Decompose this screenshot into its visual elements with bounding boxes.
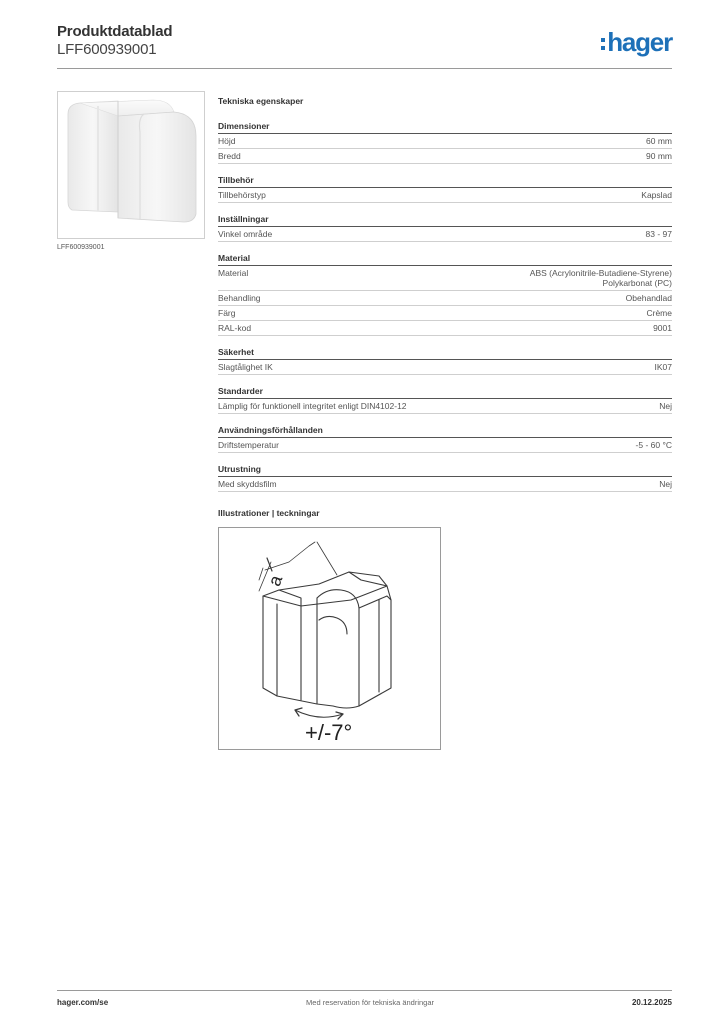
spec-section-title: Material bbox=[218, 253, 672, 266]
spec-value bbox=[659, 401, 672, 411]
page-footer bbox=[57, 998, 672, 1007]
spec-value bbox=[646, 136, 672, 146]
spec-value-line: ABS (Acrylonitrile-Butadiene-Styrene) bbox=[529, 268, 672, 278]
spec-label: Med skyddsfilm bbox=[218, 479, 277, 489]
spec-label: Tillbehörstyp bbox=[218, 190, 266, 200]
spec-label: Slagtålighet IK bbox=[218, 362, 273, 372]
spec-value bbox=[646, 229, 672, 239]
illustrations-heading: Illustrationer | teckningar bbox=[218, 508, 320, 518]
spec-section bbox=[218, 121, 672, 164]
angle-label: +/-7° bbox=[305, 720, 353, 745]
document-header bbox=[57, 20, 172, 58]
spec-value-line: Obehandlad bbox=[625, 293, 672, 303]
spec-row bbox=[218, 321, 672, 336]
spec-label: Driftstemperatur bbox=[218, 440, 279, 450]
spec-value bbox=[659, 479, 672, 489]
spec-value bbox=[636, 440, 672, 450]
spec-label: RAL-kod bbox=[218, 323, 252, 333]
spec-section bbox=[218, 386, 672, 414]
product-image bbox=[57, 91, 205, 239]
specs-heading: Tekniska egenskaper bbox=[218, 96, 304, 106]
spec-row bbox=[218, 291, 672, 306]
spec-section-title: Inställningar bbox=[218, 214, 672, 227]
product-image-caption: LFF600939001 bbox=[57, 244, 105, 251]
spec-value bbox=[626, 293, 672, 303]
spec-section bbox=[218, 175, 672, 203]
spec-value bbox=[653, 323, 672, 333]
spec-value bbox=[530, 268, 672, 288]
spec-section-title: Säkerhet bbox=[218, 347, 672, 360]
spec-row bbox=[218, 477, 672, 492]
footer-disclaimer: Med reservation för tekniska ändringar bbox=[306, 998, 435, 1007]
spec-value-line: 90 mm bbox=[646, 151, 672, 161]
footer-divider bbox=[57, 990, 672, 991]
spec-section bbox=[218, 464, 672, 492]
spec-row bbox=[218, 149, 672, 164]
spec-section-title: Utrustning bbox=[218, 464, 672, 477]
footer-url[interactable]: hager.com/se bbox=[57, 998, 109, 1007]
spec-label: Bredd bbox=[218, 151, 241, 161]
spec-value-line: Polykarbonat (PC) bbox=[602, 278, 672, 288]
hager-logo bbox=[601, 27, 672, 57]
technical-specifications bbox=[218, 96, 672, 503]
spec-value-line: IK07 bbox=[654, 362, 672, 372]
spec-sections bbox=[218, 121, 672, 492]
spec-label: Färg bbox=[218, 308, 236, 318]
spec-row bbox=[218, 227, 672, 242]
document-title: Produktdatablad bbox=[57, 23, 173, 40]
spec-section bbox=[218, 347, 672, 375]
spec-label: Lämplig för funktionell integritet enligt DIN4102-12 bbox=[218, 401, 407, 411]
spec-section bbox=[218, 253, 672, 336]
spec-label: Vinkel område bbox=[218, 229, 273, 239]
spec-value-line: 9001 bbox=[653, 323, 672, 333]
spec-value bbox=[646, 308, 672, 318]
spec-section bbox=[218, 425, 672, 453]
spec-section-title: Dimensioner bbox=[218, 121, 672, 134]
spec-section bbox=[218, 214, 672, 242]
spec-row bbox=[218, 188, 672, 203]
footer-date: 20.12.2025 bbox=[631, 998, 672, 1007]
dimension-label-a: a bbox=[264, 572, 287, 589]
spec-value-line: Nej bbox=[659, 401, 672, 411]
spec-row bbox=[218, 134, 672, 149]
spec-row bbox=[218, 438, 672, 453]
spec-value-line: Nej bbox=[659, 479, 672, 489]
product-code: LFF600939001 bbox=[57, 41, 157, 58]
technical-drawing bbox=[218, 527, 441, 750]
header-divider bbox=[57, 68, 672, 69]
corner-drawing-icon bbox=[219, 528, 440, 749]
spec-row bbox=[218, 360, 672, 375]
spec-row bbox=[218, 266, 672, 291]
spec-section-title: Användningsförhållanden bbox=[218, 425, 672, 438]
spec-value bbox=[646, 151, 672, 161]
spec-value-line: -5 - 60 °C bbox=[635, 440, 672, 450]
spec-value-line: 83 - 97 bbox=[645, 229, 672, 239]
spec-value-line: Kapslad bbox=[641, 190, 672, 200]
spec-label: Höjd bbox=[218, 136, 236, 146]
spec-value-line: 60 mm bbox=[646, 136, 672, 146]
spec-section-title: Standarder bbox=[218, 386, 672, 399]
spec-row bbox=[218, 399, 672, 414]
logo-text: hager bbox=[607, 27, 672, 57]
spec-section-title: Tillbehör bbox=[218, 175, 672, 188]
spec-value-line: Crème bbox=[646, 308, 672, 318]
logo-dots-icon bbox=[601, 38, 605, 50]
spec-label: Material bbox=[218, 268, 249, 278]
spec-value bbox=[655, 362, 673, 372]
product-photo-icon bbox=[58, 92, 204, 238]
spec-row bbox=[218, 306, 672, 321]
spec-label: Behandling bbox=[218, 293, 261, 303]
spec-value bbox=[641, 190, 672, 200]
